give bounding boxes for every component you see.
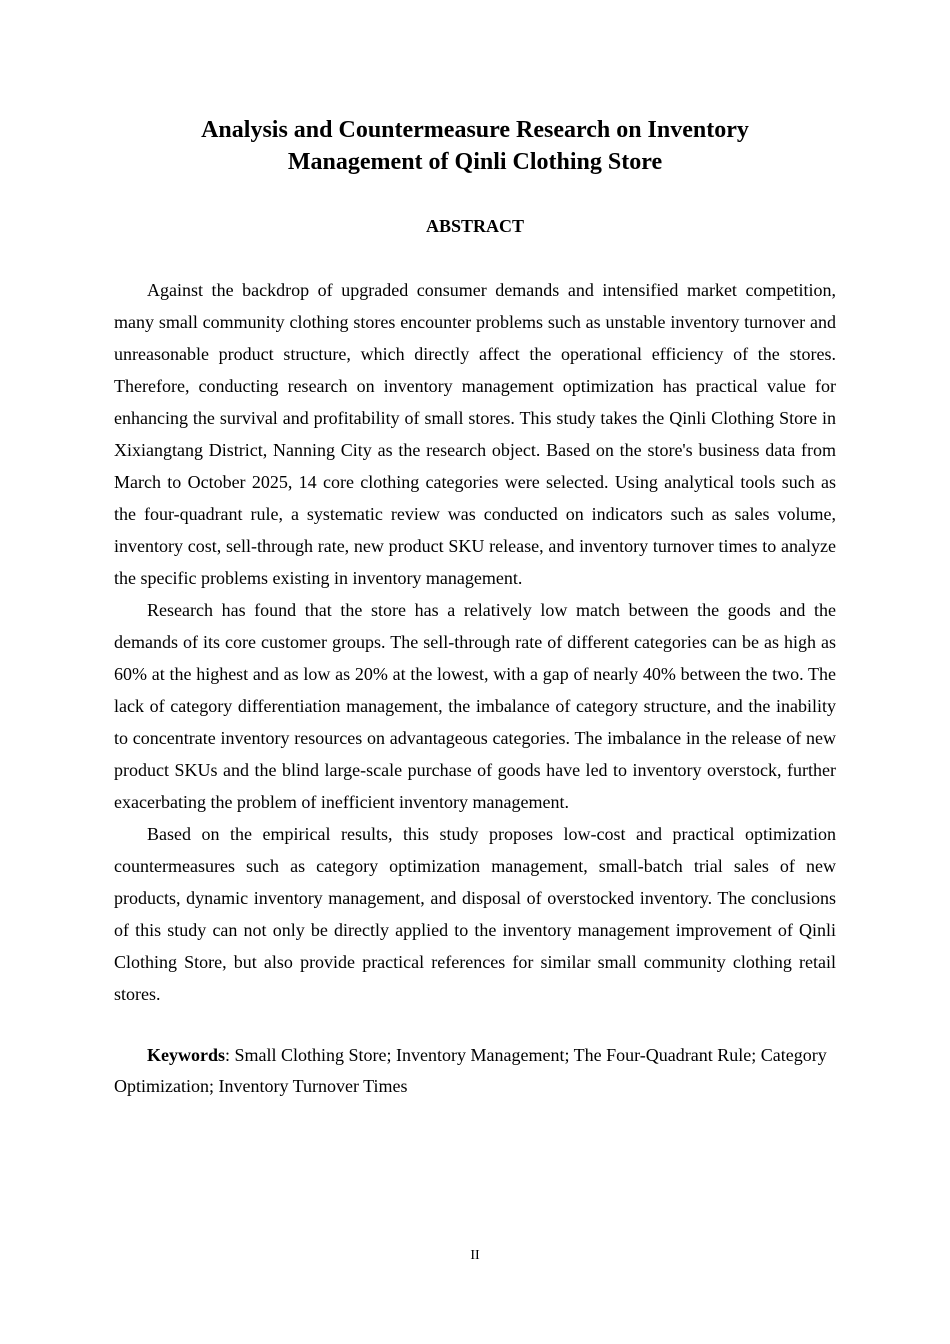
keywords-line: [114, 1040, 836, 1102]
abstract-paragraph-2: Research has found that the store has a relatively low match between the goods and the demands of its core customer groups. The sell-through rate of different categories can be as high as 60% at the highest and as low as 20% at the lowest, with a gap of nearly 40% between the two. The lack of category differentiation management, the imbalance of category structure, and the inability to concentrate inventory resources on advantageous categories. The imbalance in the release of new product SKUs and the blind large-scale purchase of goods have led to inventory overstock, further exacerbating the problem of inefficient inventory management.: [114, 600, 836, 812]
abstract-paragraph-3: Based on the empirical results, this study proposes low-cost and practical optimization countermeasures such as category optimization management, small-batch trial sales of new products, dynamic inventory management, and disposal of overstocked inventory. The conclusions of this study can not only be directly applied to the inventory management improvement of Qinli Clothing Store, but also provide practical references for similar small community clothing retail stores.: [114, 824, 836, 1004]
abstract-body: [114, 274, 836, 1010]
paper-title: [114, 114, 836, 178]
page-number: II: [470, 1248, 480, 1263]
abstract-heading: ABSTRACT: [425, 216, 525, 236]
keywords-list: : Small Clothing Store; Inventory Management; The Four-Quadrant Rule; Category Optimization; Inventory Turnover Times: [114, 1045, 827, 1096]
abstract-paragraph-1: Against the backdrop of upgraded consumer demands and intensified market competition, many small community clothing stores encounter problems such as unstable inventory turnover and unreasonable product structure, which directly affect the operational efficiency of the stores. Therefore, conducting research on inventory management optimization has practical value for enhancing the survival and profitability of small stores. This study takes the Qinli Clothing Store in Xixiangtang District, Nanning City as the research object. Based on the store's business data from March to October 2025, 14 core clothing categories were selected. Using analytical tools such as the four-quadrant rule, a systematic review was conducted on indicators such as sales volume, inventory cost, sell-through rate, new product SKU release, and inventory turnover times to analyze the specific problems existing in inventory management.: [114, 280, 836, 588]
keywords-label: Keywords: [147, 1045, 225, 1065]
paper-title-line-1: Analysis and Countermeasure Research on Inventory: [201, 117, 749, 143]
paper-title-line-2: Management of Qinli Clothing Store: [287, 149, 663, 175]
